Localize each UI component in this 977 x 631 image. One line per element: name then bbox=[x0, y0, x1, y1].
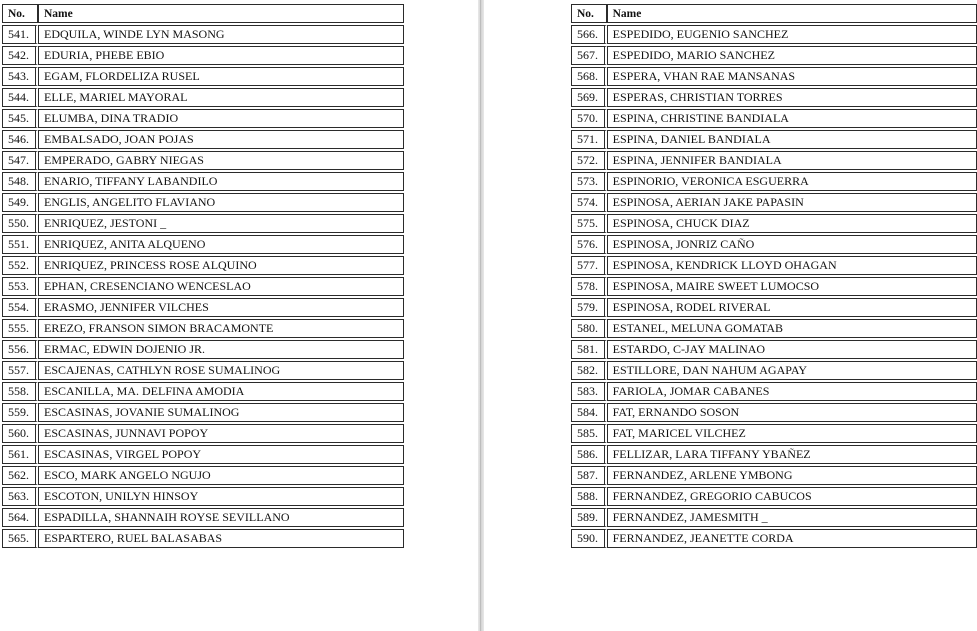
column-header-no: No. bbox=[2, 4, 38, 23]
row-number: 588. bbox=[571, 487, 607, 506]
table-row bbox=[571, 340, 977, 359]
table-row bbox=[2, 424, 404, 443]
row-name: EREZO, FRANSON SIMON BRACAMONTE bbox=[38, 319, 404, 338]
table-row bbox=[2, 298, 404, 317]
row-name: ESPINOSA, CHUCK DIAZ bbox=[607, 214, 977, 233]
row-number: 578. bbox=[571, 277, 607, 296]
row-number: 567. bbox=[571, 46, 607, 65]
row-name: ESPINOSA, JONRIZ CAÑO bbox=[607, 235, 977, 254]
row-number: 577. bbox=[571, 256, 607, 275]
row-number: 551. bbox=[2, 235, 38, 254]
row-number: 585. bbox=[571, 424, 607, 443]
row-number: 584. bbox=[571, 403, 607, 422]
row-name: ESTILLORE, DAN NAHUM AGAPAY bbox=[607, 361, 977, 380]
row-number: 571. bbox=[571, 130, 607, 149]
table-row bbox=[571, 25, 977, 44]
table-row bbox=[571, 109, 977, 128]
table-row bbox=[2, 277, 404, 296]
row-name: EGAM, FLORDELIZA RUSEL bbox=[38, 67, 404, 86]
table-row bbox=[571, 277, 977, 296]
row-name: ERASMO, JENNIFER VILCHES bbox=[38, 298, 404, 317]
table-row bbox=[2, 340, 404, 359]
row-number: 547. bbox=[2, 151, 38, 170]
row-number: 549. bbox=[2, 193, 38, 212]
row-number: 573. bbox=[571, 172, 607, 191]
table-row bbox=[571, 445, 977, 464]
row-number: 548. bbox=[2, 172, 38, 191]
row-number: 544. bbox=[2, 88, 38, 107]
table-row bbox=[571, 403, 977, 422]
row-name: ESTANEL, MELUNA GOMATAB bbox=[607, 319, 977, 338]
row-name: FAT, MARICEL VILCHEZ bbox=[607, 424, 977, 443]
table-row bbox=[2, 529, 404, 548]
row-name: ESCASINAS, JOVANIE SUMALINOG bbox=[38, 403, 404, 422]
row-number: 546. bbox=[2, 130, 38, 149]
row-name: FELLIZAR, LARA TIFFANY YBAÑEZ bbox=[607, 445, 977, 464]
roster-table-left bbox=[2, 2, 404, 550]
row-number: 587. bbox=[571, 466, 607, 485]
row-number: 590. bbox=[571, 529, 607, 548]
row-name: ESPINA, CHRISTINE BANDIALA bbox=[607, 109, 977, 128]
page-edge-line bbox=[480, 0, 481, 631]
row-number: 586. bbox=[571, 445, 607, 464]
row-number: 564. bbox=[2, 508, 38, 527]
table-row bbox=[2, 172, 404, 191]
row-name: ESCANILLA, MA. DELFINA AMODIA bbox=[38, 382, 404, 401]
table-row bbox=[2, 193, 404, 212]
row-number: 589. bbox=[571, 508, 607, 527]
row-name: ESPINOSA, KENDRICK LLOYD OHAGAN bbox=[607, 256, 977, 275]
row-name: ESPEDIDO, EUGENIO SANCHEZ bbox=[607, 25, 977, 44]
page-gutter bbox=[418, 0, 558, 631]
table-row bbox=[571, 88, 977, 107]
row-number: 558. bbox=[2, 382, 38, 401]
row-number: 559. bbox=[2, 403, 38, 422]
row-number: 583. bbox=[571, 382, 607, 401]
roster-table-right bbox=[571, 2, 977, 550]
row-name: ESPINOSA, AERIAN JAKE PAPASIN bbox=[607, 193, 977, 212]
row-name: ESPERAS, CHRISTIAN TORRES bbox=[607, 88, 977, 107]
row-name: ESPADILLA, SHANNAIH ROYSE SEVILLANO bbox=[38, 508, 404, 527]
row-name: ENRIQUEZ, JESTONI _ bbox=[38, 214, 404, 233]
row-number: 572. bbox=[571, 151, 607, 170]
row-number: 575. bbox=[571, 214, 607, 233]
row-name: FERNANDEZ, GREGORIO CABUCOS bbox=[607, 487, 977, 506]
row-number: 569. bbox=[571, 88, 607, 107]
row-number: 566. bbox=[571, 25, 607, 44]
roster-table-right-body bbox=[571, 25, 977, 548]
row-number: 580. bbox=[571, 319, 607, 338]
table-row bbox=[2, 214, 404, 233]
row-name: ERMAC, EDWIN DOJENIO JR. bbox=[38, 340, 404, 359]
row-number: 552. bbox=[2, 256, 38, 275]
row-number: 543. bbox=[2, 67, 38, 86]
row-name: EPHAN, CRESENCIANO WENCESLAO bbox=[38, 277, 404, 296]
row-number: 570. bbox=[571, 109, 607, 128]
row-name: EMPERADO, GABRY NIEGAS bbox=[38, 151, 404, 170]
row-number: 545. bbox=[2, 109, 38, 128]
row-name: ELUMBA, DINA TRADIO bbox=[38, 109, 404, 128]
column-header-name: Name bbox=[607, 4, 977, 23]
table-row bbox=[2, 403, 404, 422]
row-number: 581. bbox=[571, 340, 607, 359]
row-name: ESPINOSA, RODEL RIVERAL bbox=[607, 298, 977, 317]
row-name: ENRIQUEZ, ANITA ALQUENO bbox=[38, 235, 404, 254]
row-name: ENARIO, TIFFANY LABANDILO bbox=[38, 172, 404, 191]
row-name: ESTARDO, C-JAY MALINAO bbox=[607, 340, 977, 359]
table-row bbox=[571, 130, 977, 149]
row-number: 579. bbox=[571, 298, 607, 317]
row-name: ESPINA, JENNIFER BANDIALA bbox=[607, 151, 977, 170]
table-row bbox=[2, 466, 404, 485]
table-row bbox=[2, 319, 404, 338]
table-row bbox=[2, 130, 404, 149]
table-row bbox=[571, 214, 977, 233]
row-number: 550. bbox=[2, 214, 38, 233]
table-header-row bbox=[2, 4, 404, 23]
row-name: ESCOTON, UNILYN HINSOY bbox=[38, 487, 404, 506]
row-name: ELLE, MARIEL MAYORAL bbox=[38, 88, 404, 107]
row-name: EDQUILA, WINDE LYN MASONG bbox=[38, 25, 404, 44]
row-name: EDURIA, PHEBE EBIO bbox=[38, 46, 404, 65]
row-number: 582. bbox=[571, 361, 607, 380]
table-row bbox=[2, 109, 404, 128]
row-number: 542. bbox=[2, 46, 38, 65]
row-name: ESCO, MARK ANGELO NGUJO bbox=[38, 466, 404, 485]
column-header-no: No. bbox=[571, 4, 607, 23]
row-number: 562. bbox=[2, 466, 38, 485]
table-row bbox=[2, 235, 404, 254]
row-name: ESPEDIDO, MARIO SANCHEZ bbox=[607, 46, 977, 65]
table-row bbox=[2, 25, 404, 44]
table-row bbox=[571, 298, 977, 317]
row-number: 563. bbox=[2, 487, 38, 506]
row-number: 554. bbox=[2, 298, 38, 317]
roster-table-left-body bbox=[2, 25, 404, 548]
table-row bbox=[571, 151, 977, 170]
row-number: 556. bbox=[2, 340, 38, 359]
row-number: 560. bbox=[2, 424, 38, 443]
row-number: 576. bbox=[571, 235, 607, 254]
table-row bbox=[571, 361, 977, 380]
row-number: 555. bbox=[2, 319, 38, 338]
table-header-row bbox=[571, 4, 977, 23]
table-row bbox=[2, 445, 404, 464]
table-row bbox=[2, 508, 404, 527]
row-name: ENRIQUEZ, PRINCESS ROSE ALQUINO bbox=[38, 256, 404, 275]
row-name: ESPERA, VHAN RAE MANSANAS bbox=[607, 67, 977, 86]
row-name: FERNANDEZ, JAMESMITH _ bbox=[607, 508, 977, 527]
row-number: 565. bbox=[2, 529, 38, 548]
table-row bbox=[571, 508, 977, 527]
row-name: ESCASINAS, JUNNAVI POPOY bbox=[38, 424, 404, 443]
row-number: 557. bbox=[2, 361, 38, 380]
table-row bbox=[571, 466, 977, 485]
column-header-name: Name bbox=[38, 4, 404, 23]
table-row bbox=[2, 88, 404, 107]
table-row bbox=[2, 382, 404, 401]
row-name: FERNANDEZ, JEANETTE CORDA bbox=[607, 529, 977, 548]
row-name: ESCASINAS, VIRGEL POPOY bbox=[38, 445, 404, 464]
table-row bbox=[571, 193, 977, 212]
table-row bbox=[571, 424, 977, 443]
table-row bbox=[2, 46, 404, 65]
row-number: 541. bbox=[2, 25, 38, 44]
table-row bbox=[571, 46, 977, 65]
row-number: 561. bbox=[2, 445, 38, 464]
row-number: 553. bbox=[2, 277, 38, 296]
table-row bbox=[571, 487, 977, 506]
row-number: 568. bbox=[571, 67, 607, 86]
table-row bbox=[571, 529, 977, 548]
table-row bbox=[571, 319, 977, 338]
row-name: ESPINORIO, VERONICA ESGUERRA bbox=[607, 172, 977, 191]
row-name: ESCAJENAS, CATHLYN ROSE SUMALINOG bbox=[38, 361, 404, 380]
page-separator bbox=[478, 0, 484, 631]
table-row bbox=[571, 235, 977, 254]
row-name: ESPARTERO, RUEL BALASABAS bbox=[38, 529, 404, 548]
table-row bbox=[571, 382, 977, 401]
table-row bbox=[2, 487, 404, 506]
table-row bbox=[571, 172, 977, 191]
table-row bbox=[2, 256, 404, 275]
table-row bbox=[2, 67, 404, 86]
row-name: FARIOLA, JOMAR CABANES bbox=[607, 382, 977, 401]
table-row bbox=[571, 67, 977, 86]
table-row bbox=[571, 256, 977, 275]
row-name: ENGLIS, ANGELITO FLAVIANO bbox=[38, 193, 404, 212]
row-name: ESPINOSA, MAIRE SWEET LUMOCSO bbox=[607, 277, 977, 296]
table-row bbox=[2, 151, 404, 170]
row-name: ESPINA, DANIEL BANDIALA bbox=[607, 130, 977, 149]
row-name: EMBALSADO, JOAN POJAS bbox=[38, 130, 404, 149]
row-name: FAT, ERNANDO SOSON bbox=[607, 403, 977, 422]
table-row bbox=[2, 361, 404, 380]
row-name: FERNANDEZ, ARLENE YMBONG bbox=[607, 466, 977, 485]
row-number: 574. bbox=[571, 193, 607, 212]
